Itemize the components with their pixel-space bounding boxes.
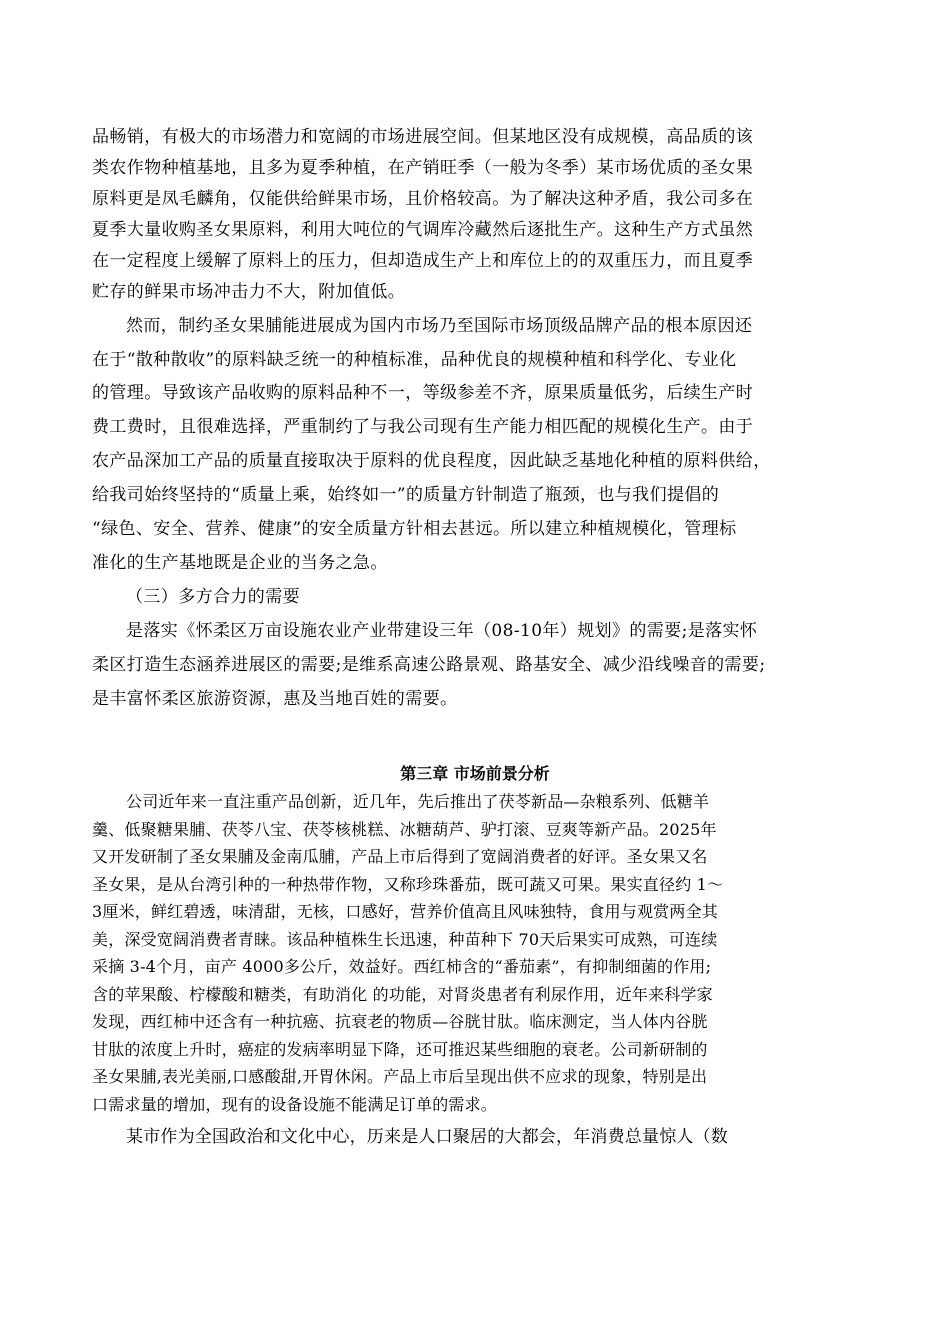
subheading: （三）多方合力的需要 (126, 587, 300, 607)
text-line: 然而，制约圣女果脯能进展成为国内市场乃至国际市场顶级品牌产品的根本原因还 (126, 316, 753, 336)
text-line: 给我司始终坚持的“质量上乘，始终如一”的质量方针制造了瓶颈，也与我们提倡的 (92, 485, 720, 505)
text-line: 某市作为全国政治和文化中心，历来是人口聚居的大都会，年消费总量惊人（数 (126, 1127, 728, 1147)
text-line: 羹、低聚糖果脯、茯苓八宝、茯苓核桃糕、冰糖葫芦、驴打滚、豆爽等新产品。2025年 (92, 820, 717, 839)
text-line: 是丰富怀柔区旅游资源，惠及当地百姓的需要。 (92, 689, 458, 709)
text-line: 品畅销，有极大的市场潜力和宽阔的市场进展空间。但某地区没有成规模，高品质的该 (92, 127, 754, 147)
text-line: 的管理。导致该产品收购的原料品种不一，等级参差不齐，原果质量低劣，后续生产时 (92, 383, 754, 403)
text-line: 是落实《怀柔区万亩设施农业产业带建设三年（08-10年）规划》的需要;是落实怀 (126, 621, 758, 641)
text-line: 柔区打造生态涵养进展区的需要;是维系高速公路景观、路基安全、减少沿线噪音的需要; (92, 655, 766, 675)
text-line: 类农作物种植基地，且多为夏季种植，在产销旺季（一般为冬季）某市场优质的圣女果 (92, 158, 754, 178)
text-line: 含的苹果酸、柠檬酸和糖类，有助消化 的功能，对肾炎患者有利尿作用，近年来科学家 (92, 985, 713, 1004)
text-line: 圣女果，是从台湾引种的一种热带作物，又称珍珠番茄，既可蔬又可果。果实直径约 1～ (92, 875, 724, 894)
text-line: 口需求量的增加，现有的设备设施不能满足订单的需求。 (92, 1095, 498, 1114)
text-line: 发现，西红柿中还含有一种抗癌、抗衰老的物质—谷胱甘肽。临床测定，当人体内谷胱 (92, 1012, 708, 1031)
text-line: 在于“散种散收”的原料缺乏统一的种植标准，品种优良的规模种植和科学化、专业化 (92, 350, 737, 370)
text-line: 采摘 3-4个月，亩产 4000多公斤，效益好。西红柿含的“番茄素”，有抑制细菌的作用; (92, 957, 712, 976)
text-line: 公司近年来一直注重产品创新，近几年，先后推出了茯苓新品—杂粮系列、低糖羊 (126, 792, 710, 811)
text-line: 美，深受宽阔消费者青睐。该品种植株生长迅速，种苗种下 70天后果实可成熟，可连续 (92, 930, 718, 949)
text-line: 贮存的鲜果市场冲击力不大，附加值低。 (92, 282, 406, 302)
text-line: 农产品深加工产品的质量直接取决于原料的优良程度，因此缺乏基地化种植的原料供给， (92, 451, 771, 471)
text-line: 费工费时，且很难选择，严重制约了与我公司现有生产能力相匹配的规模化生产。由于 (92, 417, 754, 437)
text-line: 3厘米，鲜红碧透，味清甜，无核，口感好，营养价值高且风味独特，食用与观赏两全其 (92, 902, 718, 921)
text-line: 甘肽的浓度上升时，癌症的发病率明显下降，还可推迟某些细胞的衰老。公司新研制的 (92, 1040, 708, 1059)
text-line: 在一定程度上缓解了原料上的压力，但却造成生产上和库位上的的双重压力，而且夏季 (92, 251, 754, 271)
text-line: “绿色、安全、营养、健康”的安全质量方针相去甚远。所以建立种植规模化，管理标 (92, 519, 737, 539)
text-line: 原料更是凤毛麟角，仅能供给鲜果市场，且价格较高。为了解决这种矛盾，我公司多在 (92, 189, 754, 209)
text-line: 准化的生产基地既是企业的当务之急。 (92, 553, 388, 573)
chapter-title: 第三章 市场前景分析 (400, 764, 550, 783)
text-line: 夏季大量收购圣女果原料，利用大吨位的气调库冷藏然后逐批生产。这种生产方式虽然 (92, 220, 754, 240)
text-line: 又开发研制了圣女果脯及金南瓜脯，产品上市后得到了宽阔消费者的好评。圣女果又名 (92, 847, 708, 866)
text-line: 圣女果脯,表光美丽,口感酸甜,开胃休闲。产品上市后呈现出供不应求的现象，特别是出 (92, 1067, 708, 1086)
